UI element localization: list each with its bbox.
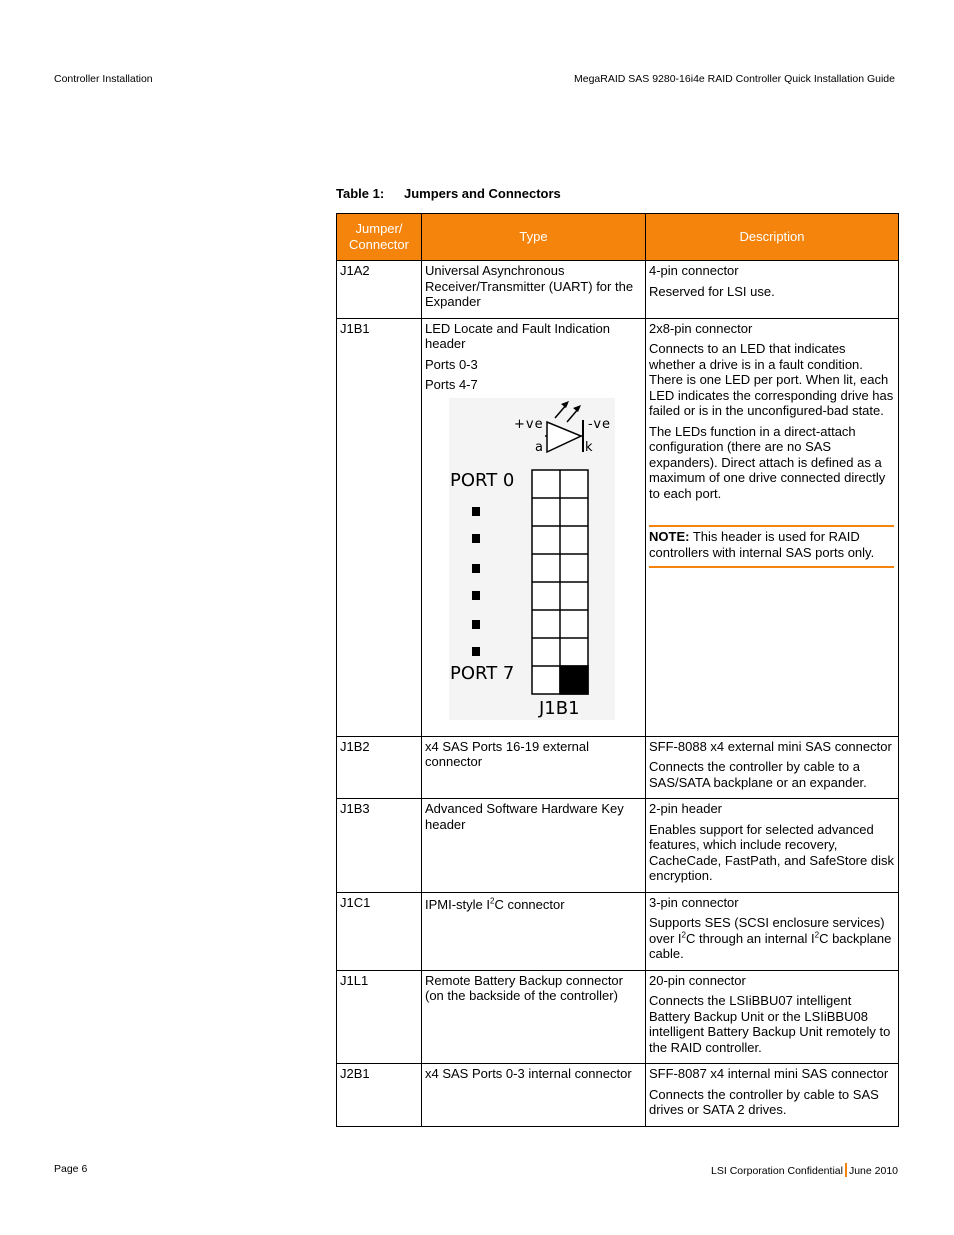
connector-description <box>646 892 899 970</box>
running-header-title: MegaRAID SAS 9280-16i4e RAID Controller Quick Installation Guide <box>574 73 895 85</box>
led-header-diagram <box>449 398 615 720</box>
description-text: The LEDs function in a direct-attach configuration (there are no SAS expanders). Direct attach is defined as a maximum of one drive connected directly to each port. <box>649 423 886 501</box>
table-header-row <box>337 214 899 261</box>
description-text: Reserved for LSI use. <box>649 283 775 299</box>
column-header-description: Description <box>646 214 899 261</box>
type-text: Universal Asynchronous Receiver/Transmitter (UART) for the Expander <box>425 263 634 309</box>
description-text: Connects the LSIiBBU07 intelligent Battery Backup Unit or the LSIiBBU08 intelligent Battery Backup Unit remotely to the RAID controller. <box>649 993 891 1055</box>
connector-id: J2B1 <box>337 1064 422 1127</box>
table-row <box>337 970 899 1064</box>
description-summary: 2x8-pin connector <box>649 320 753 336</box>
connector-id: J1L1 <box>337 970 422 1064</box>
type-text: Ports 4-7 <box>425 377 478 392</box>
connector-description <box>646 970 899 1064</box>
type-text <box>425 897 642 913</box>
description-text <box>649 915 895 962</box>
type-text: Remote Battery Backup connector (on the backside of the controller) <box>425 972 623 1003</box>
description-summary: 4-pin connector <box>649 263 739 278</box>
connector-id: J1C1 <box>337 892 422 970</box>
description-text: Enables support for selected advanced features, which include recovery, CacheCade, FastPath, and SafeStore disk encryption. <box>649 821 894 883</box>
table-title: Jumpers and Connectors <box>404 186 561 201</box>
superscript: 2 <box>681 930 686 940</box>
description-summary: 2-pin header <box>649 801 722 816</box>
connector-type <box>422 799 646 893</box>
connector-id: J1B3 <box>337 799 422 893</box>
connector-id: J1B1 <box>337 318 422 736</box>
cathode-label: -ve <box>588 416 612 432</box>
confidential-label: LSI Corporation Confidential <box>711 1165 843 1177</box>
connector-description <box>646 261 899 319</box>
footer-divider <box>845 1163 847 1177</box>
description-summary: SFF-8088 x4 external mini SAS connector <box>649 738 892 754</box>
pin-grid <box>532 470 588 694</box>
type-text: LED Locate and Fault Indication header <box>425 320 611 351</box>
superscript: 2 <box>490 896 495 906</box>
table-row <box>337 799 899 893</box>
type-text-part: IPMI-style I <box>425 896 491 912</box>
superscript: 2 <box>814 930 820 940</box>
type-text: Ports 0-3 <box>425 356 478 372</box>
connector-description <box>646 736 899 799</box>
description-text: Connects the controller by cable to a SAS/SATA backplane or an expander. <box>649 759 867 790</box>
anode-label: +ve <box>514 416 544 432</box>
description-text: Connects to an LED that indicates whether a drive is in a fault condition. There is one LED per port. When lit, each LED indicates the corresponding drive has failed or is in the unconfigured-bad state. <box>649 341 894 418</box>
table-row <box>337 892 899 970</box>
table-row <box>337 261 899 319</box>
description-text: Connects the controller by cable to SAS drives or SATA 2 drives. <box>649 1086 879 1117</box>
table-row <box>337 1064 899 1127</box>
note-box <box>649 525 894 568</box>
column-header-connector: Jumper/ Connector <box>337 214 422 261</box>
description-summary: 3-pin connector <box>649 894 739 910</box>
connector-id: J1B2 <box>337 736 422 799</box>
table-row <box>337 736 899 799</box>
table-row <box>337 318 899 736</box>
led-symbol <box>545 401 583 452</box>
port-0-label: PORT 0 <box>450 469 515 491</box>
type-text: Advanced Software Hardware Key header <box>425 801 624 832</box>
description-summary: SFF-8087 x4 internal mini SAS connector <box>649 1066 889 1081</box>
table-number: Table 1: <box>336 186 385 201</box>
cathode-letter: k <box>585 439 593 455</box>
description-part: C through an internal I <box>685 930 815 946</box>
connector-type <box>422 318 646 736</box>
type-text: x4 SAS Ports 16-19 external connector <box>425 738 590 769</box>
anode-letter: a <box>535 439 543 455</box>
type-text: x4 SAS Ports 0-3 internal connector <box>425 1066 632 1081</box>
jumpers-table <box>336 213 899 1127</box>
note-label: NOTE: <box>649 529 690 544</box>
table-caption <box>336 186 561 201</box>
connector-type <box>422 1064 646 1127</box>
connector-description <box>646 318 899 736</box>
page-number: Page 6 <box>54 1163 88 1175</box>
connector-type <box>422 970 646 1064</box>
description-part: Supports SES (SCSI enclosure services) over I <box>649 915 885 946</box>
connector-description <box>646 799 899 893</box>
connector-label: J1B1 <box>539 697 580 719</box>
pin-1-marker <box>560 666 588 694</box>
connector-description <box>646 1064 899 1127</box>
connector-type <box>422 736 646 799</box>
type-text-part: C connector <box>494 896 565 912</box>
port-7-label: PORT 7 <box>450 662 515 684</box>
publication-date: June 2010 <box>848 1165 898 1177</box>
description-summary: 20-pin connector <box>649 972 746 988</box>
column-header-type: Type <box>422 214 646 261</box>
description-part: C backplane cable. <box>649 930 892 961</box>
connector-id: J1A2 <box>337 261 422 319</box>
connector-type <box>422 892 646 970</box>
note-text: This header is used for RAID controllers with internal SAS ports only. <box>649 529 875 560</box>
port-dots <box>472 507 480 656</box>
running-header-section: Controller Installation <box>54 73 153 85</box>
connector-type <box>422 261 646 319</box>
footer-right <box>711 1163 898 1177</box>
